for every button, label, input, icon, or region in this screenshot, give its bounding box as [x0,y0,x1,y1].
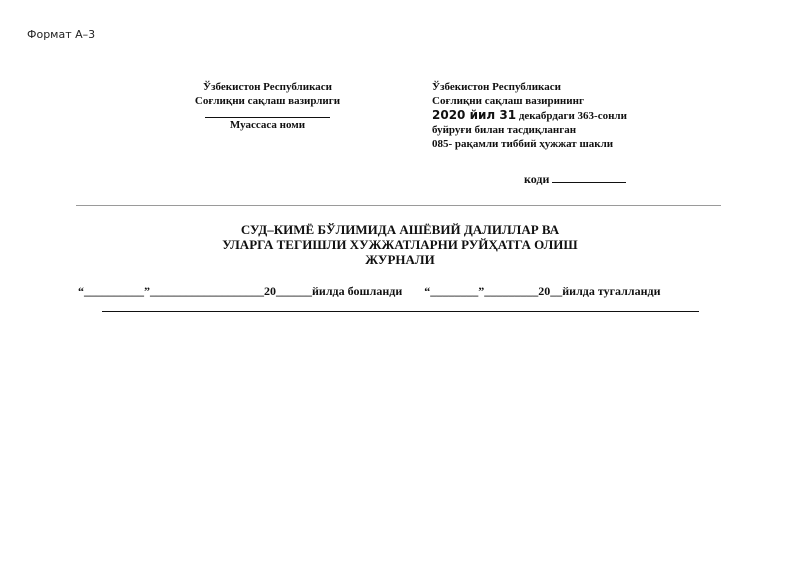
journal-title [150,222,650,267]
approval-header [432,80,692,151]
code-label: коди [524,172,550,186]
title-line-3: ЖУРНАЛИ [365,252,435,267]
end-date-field: “________”_________20__йилда тугалланди [424,284,661,298]
header-divider [76,205,721,206]
approval-order-date [432,108,692,123]
signature-line [102,311,699,312]
republic-label: Ўзбекистон Республикаси [203,81,332,93]
document-form-number: 085- рақамли тиббий ҳужжат шакли [432,138,614,150]
code-blank [552,172,626,183]
approval-order-text: буйруғи билан тасдиқланган [432,124,577,136]
title-line-2: УЛАРГА ТЕГИШЛИ ХУЖЖАТЛАРНИ РУЙҲАТГА ОЛИШ [222,237,578,252]
approval-republic: Ўзбекистон Республикаси [432,81,561,93]
institution-name-blank [205,108,330,118]
start-date-field: “__________”___________________20______йилда бошланди [78,284,403,298]
institution-name-caption: Муассаса номи [229,119,306,131]
institution-header [185,80,350,132]
approval-date-rest: декабрдаги 363-сонли [516,110,627,122]
ministry-label: Соғлиқни сақлаш вазирлиги [194,95,341,107]
approval-date-year: 2020 йил 31 [432,108,517,122]
code-field [524,172,626,187]
journal-dates [78,284,661,299]
approval-ministry: Соғлиқни сақлаш вазирининг [432,95,584,107]
title-line-1: СУД–КИМЁ БЎЛИМИДА АШЁВИЙ ДАЛИЛЛАР ВА [240,222,560,237]
format-label: Формат А–3 [27,28,96,41]
